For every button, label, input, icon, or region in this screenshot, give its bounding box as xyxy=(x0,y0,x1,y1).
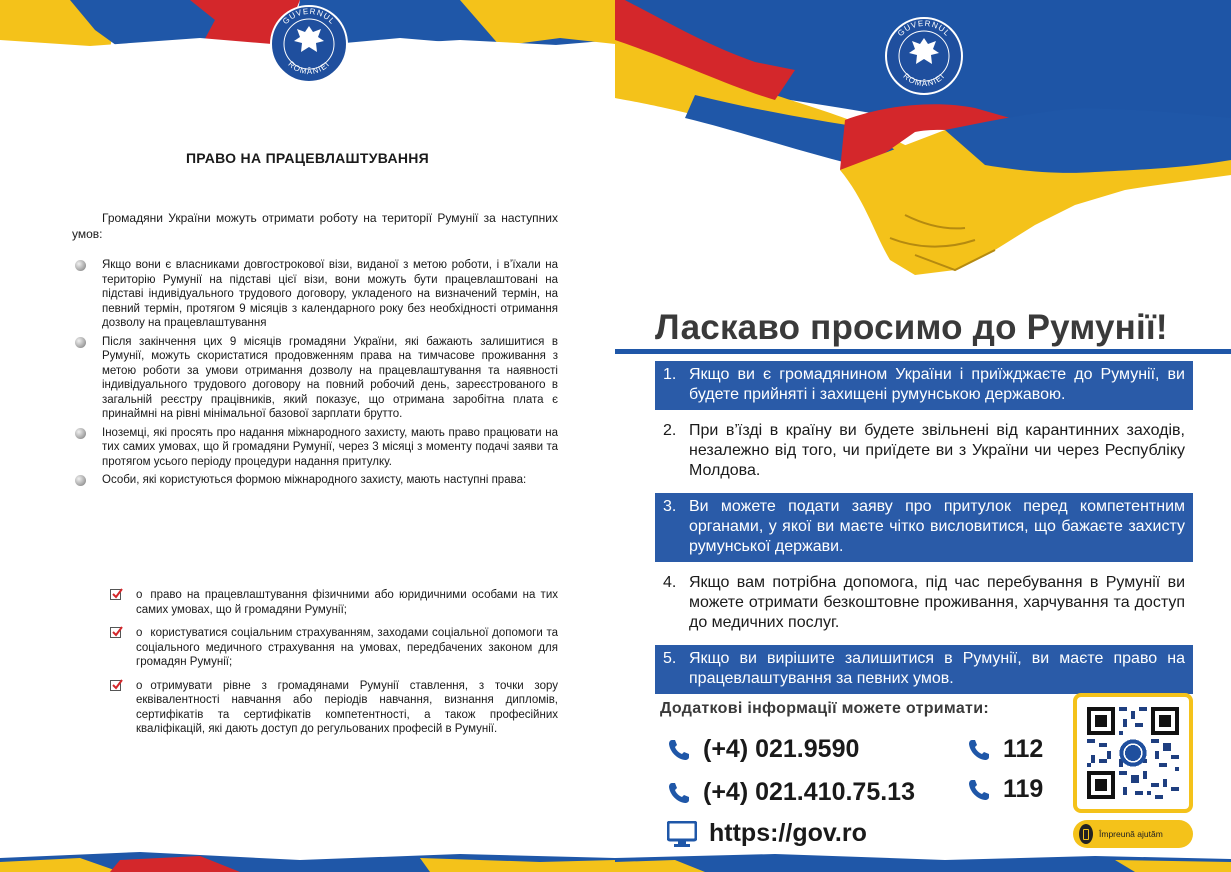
qr-code[interactable] xyxy=(1073,693,1193,813)
smartphone-icon xyxy=(1079,824,1093,844)
phone-icon xyxy=(967,778,991,802)
bullet-icon xyxy=(75,428,86,439)
conditions-list xyxy=(72,258,558,492)
list-item: Якщо вони є власниками довгострокової візи, виданої з метою роботи, і в’їхали на територію Румунії на підставі цієї візи, вони можуть бути працевлаштовані на підставі індивідуального трудового договору, укладеного на визначений термін, на певний термін, протягом 9 місяців з календарного року без необхідності отримання дозволу на працевлаштування xyxy=(72,258,558,331)
right-page xyxy=(615,0,1231,872)
checkbox-checked-icon xyxy=(110,589,121,600)
info-item-1: 1. Якщо ви є громадянином України і приїжджаєте до Румунії, ви будете прийняті і захищені румунською державою. xyxy=(655,361,1193,410)
seal-text-top: GUVERNUL xyxy=(895,18,953,39)
list-item: o користуватися соціальним страхуванням, заходами соціальної допомоги та соціального медичного страхування на умовах, передбачених законом для громадян Румунії; xyxy=(110,626,558,670)
left-page xyxy=(0,0,615,872)
bullet-icon xyxy=(75,337,86,348)
headline-divider xyxy=(615,349,1231,354)
website-link[interactable]: https://gov.ro xyxy=(667,819,867,848)
seal-text-bottom: ROMÂNIEI xyxy=(286,59,332,77)
phone-icon xyxy=(667,738,691,762)
computer-icon xyxy=(667,821,697,847)
bullet-icon xyxy=(75,260,86,271)
list-item: o право на працевлаштування фізичними або юридичними особами на тих самих умовах, що й громадяни Румунії; xyxy=(110,588,558,617)
phone-icon xyxy=(667,781,691,805)
emergency-number-2[interactable]: 119 xyxy=(967,775,1043,804)
seal-text-bottom: ROMÂNIEI xyxy=(901,71,947,89)
impreuna-ajutam-badge: Împreună ajutăm xyxy=(1073,820,1193,848)
checkbox-checked-icon xyxy=(110,680,121,691)
welcome-info-list xyxy=(655,361,1193,701)
government-seal-right xyxy=(882,14,966,98)
info-item-5: 5. Якщо ви вирішите залишитися в Румунії, ви маєте право на працевлаштування за певних умов. xyxy=(655,645,1193,694)
list-item: Після закінчення цих 9 місяців громадяни України, які бажають залишитися в Румунії, можуть скористатися продовженням права на тимчасове проживання з метою роботи за умови отримання дозволу на працевлаштування та наявності індивідуального трудового договору на повний робочий день, зареєстрованого в загальній реєстру працівників, який показує, що отримана заробітна плата є принаймні на рівні мінімальної базової зарплати брутто. xyxy=(72,335,558,422)
info-item-2: 2. При в’їзді в країну ви будете звільнені від карантинних заходів, незалежно від того, чи приїдете ви з України чи через Республіку Молдова. xyxy=(663,422,1185,479)
list-item: Особи, які користуються формою міжнародного захисту, мають наступні права: xyxy=(72,473,558,488)
intro-paragraph: Громадяни України можуть отримати роботу на території Румунії за наступних умов: xyxy=(72,211,558,241)
flag-banner-bottom-left xyxy=(0,848,615,872)
phone-contact-2[interactable]: (+4) 021.410.75.13 xyxy=(667,778,915,807)
list-item: Іноземці, які просять про надання міжнародного захисту, мають право працювати на тих самих умовах, що й громадяни Румунії, через 3 місяці з моменту подачі заяви та протягом усього періоду процедури надання притулку. xyxy=(72,426,558,470)
info-item-4: 4. Якщо вам потрібна допомога, під час перебування в Румунії ви можете отримати безкоштовне проживання, харчування та доступ до медичних послуг. xyxy=(663,574,1185,631)
rights-list xyxy=(110,588,558,746)
phone-contact-1[interactable]: (+4) 021.9590 xyxy=(667,735,859,764)
bullet-icon xyxy=(75,475,86,486)
seal-text-top: GUVERNUL xyxy=(280,6,338,27)
page-title: ПРАВО НА ПРАЦЕВЛАШТУВАННЯ xyxy=(185,150,430,166)
info-item-3: 3. Ви можете подати заяву про притулок перед компетентним органами, у якої ви маєте чітко висловитися, що бажаєте захисту румунської держави. xyxy=(655,493,1193,562)
phone-icon xyxy=(967,738,991,762)
checkbox-checked-icon xyxy=(110,627,121,638)
qr-code-pattern xyxy=(1087,707,1179,799)
emergency-number-1[interactable]: 112 xyxy=(967,735,1043,764)
welcome-headline: Ласкаво просимо до Румунії! xyxy=(655,308,1168,347)
contact-info-label: Додаткові інформації можете отримати: xyxy=(660,700,989,717)
list-item: o отримувати рівне з громадянами Румунії ставлення, з точки зору еквівалентності навчання або періодів навчання, визнання дипломів, сертифікатів та сертифікатів компетентності, а також професійних кваліфікацій, які дають доступ до регульованих професій в Румунії. xyxy=(110,679,558,737)
flag-banner-bottom-right xyxy=(615,850,1231,872)
government-seal-left xyxy=(267,2,351,86)
